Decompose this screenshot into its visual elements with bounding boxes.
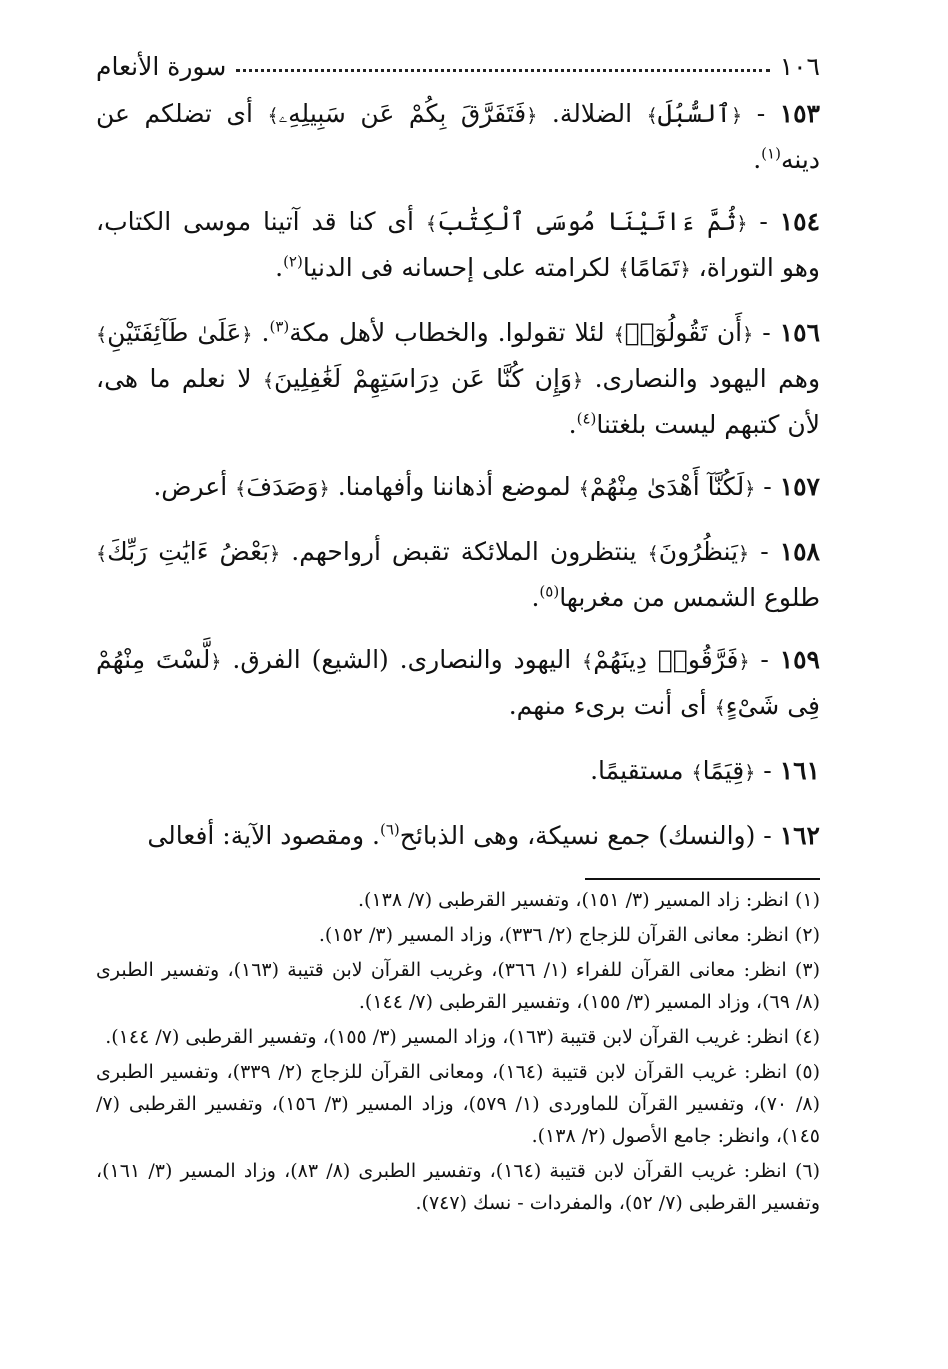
ornate-bracket-close: ﴾	[262, 370, 275, 392]
entry-١٥٩: ١٥٩ - ﴿فَرَّقُوا۟ دِينَهُمْ﴾ اليهود والنصارى. (الشيع) الفرق. ﴿لَّسْتَ مِنْهُمْ فِى شَىْءٍ﴾ أى أنت برىء منهم.	[96, 645, 820, 720]
verse-number: ١٦٢	[779, 821, 820, 850]
commentary-text: أعرض.	[153, 472, 236, 501]
surah-title: سورة الأنعام	[96, 52, 227, 81]
commentary-text: .	[531, 583, 540, 612]
commentary-text: اليهود والنصارى. (الشيع) الفرق.	[221, 645, 583, 674]
footnote-1: (١) انظر: زاد المسير (٣/ ١٥١)، وتفسير القرطبى (٧/ ١٣٨).	[357, 889, 820, 911]
commentary-text: طلوع الشمس من مغربها	[559, 583, 820, 612]
commentary-text: لئلا تقولوا. والخطاب لأهل مكة	[289, 318, 614, 347]
ornate-bracket-close: ﴾	[267, 105, 279, 127]
quran-quote: تَمَامًا	[629, 253, 680, 282]
ornate-bracket-close: ﴾	[647, 543, 659, 565]
quran-quote: ثُمَّ ءَاتَيْنَا مُوسَى ٱلْكِتَٰبَ	[436, 207, 737, 236]
commentary-text: أى كنا قد آتينا موسى الكتاب، وهو التوراة،	[96, 207, 820, 282]
page-header	[96, 52, 820, 81]
verse-number: ١٥٧	[779, 472, 820, 501]
quran-quote: ٱلسُّبُلَ	[657, 99, 731, 128]
footnote-ref: (١)	[761, 144, 781, 163]
ornate-bracket-open: ﴿	[526, 105, 538, 127]
commentary-text: وهم اليهود والنصارى.	[583, 364, 821, 393]
verse-number: ١٥٣	[779, 99, 820, 128]
ornate-bracket-open: ﴿	[241, 324, 253, 346]
ornate-bracket-open: ﴿	[742, 324, 754, 346]
verse-number: ١٥٤	[779, 207, 821, 236]
quran-quote: عَلَىٰ طَآئِفَتَيْنِ	[107, 318, 242, 347]
ornate-bracket-open: ﴿	[744, 762, 756, 784]
commentary-text: الضلالة.	[537, 99, 647, 128]
verse-number: ١٥٦	[779, 318, 821, 347]
ornate-bracket-close: ﴾	[582, 651, 594, 673]
quran-quote: لَّسْتَ مِنْهُمْ فِى شَىْءٍ	[96, 645, 820, 720]
ornate-bracket-open: ﴿	[736, 213, 748, 235]
footnote-4: (٤) انظر: غريب القرآن لابن قتيبة (١٦٣)، وزاد المسير (٣/ ١٥٥)، وتفسير القرطبى (٧/ ١٤٤).	[105, 1026, 820, 1048]
entry-١٥٧: ١٥٧ - ﴿لَكُنَّآ أَهْدَىٰ مِنْهُمْ﴾ لموضع أذهاننا وأفهامنا. ﴿وَصَدَفَ﴾ أعرض.	[153, 472, 820, 501]
ornate-bracket-close: ﴾	[96, 543, 108, 565]
ornate-bracket-open: ﴿	[269, 543, 281, 565]
verse-number: ١٦١	[779, 756, 820, 785]
commentary-text: أى تضلكم عن دينه	[96, 99, 820, 174]
ornate-bracket-open: ﴿	[210, 651, 222, 673]
quran-quote: وَصَدَفَ	[246, 472, 319, 501]
footnote-ref: (٣)	[269, 317, 290, 336]
ornate-bracket-close: ﴾	[578, 478, 590, 500]
ornate-bracket-close: ﴾	[714, 697, 726, 719]
quran-quote: يَنظُرُونَ	[658, 537, 739, 566]
commentary-text: لا نعلم ما هى، لأن كتبهم ليست بلغتنا	[96, 364, 820, 439]
ornate-bracket-open: ﴿	[744, 478, 756, 500]
quran-quote: لَكُنَّآ أَهْدَىٰ مِنْهُمْ	[589, 472, 745, 501]
entry-١٥٤: ١٥٤ - ﴿ثُمَّ ءَاتَيْنَا مُوسَى ٱلْكِتَٰبَ﴾ أى كنا قد آتينا موسى الكتاب، وهو التوراة، ﴿تَمَامًا﴾ لكرامته على إحسانه فى الدنيا$^{(٢)}$.	[96, 207, 821, 282]
commentary-text: .	[568, 410, 577, 439]
footnote-ref: (٤)	[576, 409, 597, 428]
quran-quote: فَرَّقُوا۟ دِينَهُمْ	[593, 645, 739, 674]
footnote-ref: (٥)	[539, 582, 560, 601]
footnote-3: (٣) انظر: معانى القرآن للفراء (١/ ٣٦٦)، وغريب القرآن لابن قتيبة (١٦٣)، وتفسير الطبرى (٨/ ٦٩)، وزاد المسير (٣/ ١٥٥)، وتفسير القرطبى (٧/ ١٤٤).	[96, 959, 820, 1013]
commentary-text: مستقيمًا.	[590, 756, 692, 785]
page-number: ١٠٦	[779, 52, 820, 81]
entry-١٥٣: ١٥٣ - ﴿ٱلسُّبُلَ﴾ الضلالة. ﴿فَتَفَرَّقَ بِكُمْ عَن سَبِيلِهِۦ﴾ أى تضلكم عن دينه$^{(١)}$.	[96, 99, 820, 174]
entry-١٥٦: ١٥٦ - ﴿أَن تَقُولُوٓا۟﴾ لئلا تقولوا. والخطاب لأهل مكة$^{(٣)}$. ﴿عَلَىٰ طَآئِفَتَيْنِ﴾ وهم اليهود والنصارى. ﴿وَإِن كُنَّا عَن دِرَاسَتِهِمْ لَغَٰفِلِينَ﴾ لا نعلم ما هى، لأن كتبهم ليست بلغتنا$^{(٤)}$.	[96, 317, 821, 439]
footnote-6: (٦) انظر: غريب القرآن لابن قتيبة (١٦٤)، وتفسير الطبرى (٨/ ٨٣)، وزاد المسير (٣/ ١٦١)، وتفسير القرطبى (٧/ ٥٢)، والمفردات - نسك (٧٤٧).	[96, 1160, 820, 1214]
ornate-bracket-close: ﴾	[96, 324, 108, 346]
quran-quote: وَإِن كُنَّا عَن دِرَاسَتِهِمْ لَغَٰفِلِينَ	[274, 364, 573, 393]
footnote-separator	[585, 878, 820, 880]
footnote-2: (٢) انظر: معانى القرآن للزجاج (٢/ ٣٣٦)، وزاد المسير (٣/ ١٥٢).	[318, 924, 820, 946]
quran-quote: بَعْضُ ءَايَٰتِ رَبِّكَ	[107, 537, 270, 566]
verse-number: ١٥٨	[779, 537, 820, 566]
footnotes	[96, 884, 820, 1222]
verse-number: ١٥٩	[779, 645, 820, 674]
ornate-bracket-close: ﴾	[613, 324, 625, 346]
commentary-text: .	[252, 318, 270, 347]
ornate-bracket-open: ﴿	[679, 259, 691, 281]
ornate-bracket-close: ﴾	[646, 105, 658, 127]
quran-quote: أَن تَقُولُوٓا۟	[624, 318, 743, 347]
footnote-ref: (٦)	[379, 820, 400, 839]
entry-١٥٨: ١٥٨ - ﴿يَنظُرُونَ﴾ ينتظرون الملائكة تقبض أرواحهم. ﴿بَعْضُ ءَايَٰتِ رَبِّكَ﴾ طلوع الشمس من مغربها$^{(٥)}$.	[96, 537, 820, 612]
ornate-bracket-close: ﴾	[425, 213, 437, 235]
ornate-bracket-open: ﴿	[731, 105, 743, 127]
ornate-bracket-open: ﴿	[738, 651, 750, 673]
ornate-bracket-close: ﴾	[235, 478, 247, 500]
ornate-bracket-open: ﴿	[318, 478, 330, 500]
commentary-text: . ومقصود الآية: أفعالى	[147, 821, 380, 850]
ornate-bracket-close: ﴾	[691, 762, 703, 784]
commentary-text: (والنسك) جمع نسيكة، وهى الذبائح	[399, 821, 756, 850]
quran-quote: فَتَفَرَّقَ بِكُمْ عَن سَبِيلِهِۦ	[278, 99, 527, 128]
commentary-text: .	[753, 145, 762, 174]
ornate-bracket-open: ﴿	[738, 543, 750, 565]
footnote-5: (٥) انظر: غريب القرآن لابن قتيبة (١٦٤)، ومعانى القرآن للزجاج (٢/ ٣٣٩)، وتفسير الطبرى (٨/ ٧٠)، وتفسير القرآن للماوردى (١/ ٥٧٩)، وزاد المسير (٣/ ١٥٦)، وتفسير القرطبى (٧/ ١٤٥)، وانظر: جامع الأصول (٢/ ١٣٨).	[96, 1061, 820, 1147]
ornate-bracket-open: ﴿	[572, 370, 584, 392]
footnote-ref: (٢)	[283, 252, 303, 271]
commentary-text: أى أنت برىء منهم.	[508, 691, 715, 720]
quran-quote: قِيَمًا	[702, 756, 745, 785]
commentary-text: .	[275, 253, 284, 282]
header-dotted-leader	[236, 69, 769, 72]
commentary-text: ينتظرون الملائكة تقبض أرواحهم.	[280, 537, 648, 566]
entry-١٦١: ١٦١ - ﴿قِيَمًا﴾ مستقيمًا.	[590, 756, 820, 785]
commentary-body	[96, 92, 820, 876]
commentary-text: لموضع أذهاننا وأفهامنا.	[329, 472, 579, 501]
entry-١٦٢: ١٦٢ - (والنسك) جمع نسيكة، وهى الذبائح$^{(٦)}$. ومقصود الآية: أفعالى	[147, 820, 820, 850]
ornate-bracket-close: ﴾	[618, 259, 630, 281]
commentary-text: لكرامته على إحسانه فى الدنيا	[302, 253, 619, 282]
